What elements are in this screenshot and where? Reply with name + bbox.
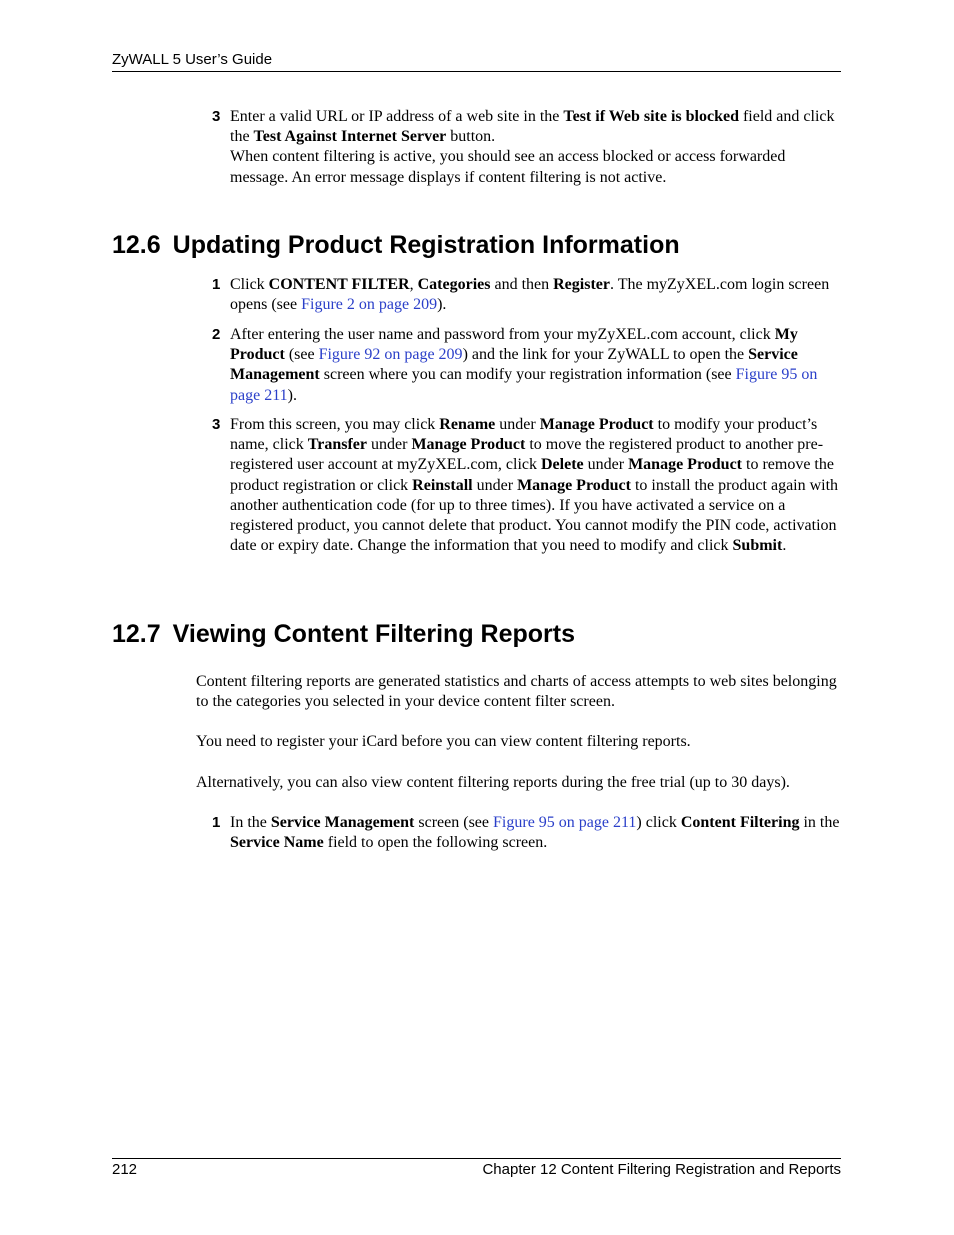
step-text: From this screen, you may click Rename under Manage Product to modify your product’s name, click Transfer under Manage Product to move the registered product to another pre-registered user account at myZyXEL.com, click Delete under Manage Product to remove the product registration or click Reinstall under Manage Product to install the product again with another authentication code (for up to three times). If you have activated a service on a registered product, you cannot delete that product. You cannot modify the PIN code, activation date or expiry date. Change the information that you need to modify and click Submit. [230,416,839,555]
section-number: 12.6 [112,231,161,259]
step-note: When content filtering is active, you should see an access blocked or access forwarded message. An error message displays if content filtering is not active. [230,148,786,186]
field-name: Test if Web site is blocked [563,108,739,125]
figure-link[interactable]: Figure 95 on page 211 [230,366,818,404]
section-12-7-step-1 [212,813,842,853]
chapter-title: Chapter 12 Content Filtering Registration and Reports [482,1161,841,1178]
step-number: 1 [212,276,221,293]
section-number: 12.7 [112,620,161,648]
step-text: In the Service Management screen (see Figure 95 on page 211) click Content Filtering in the Service Name field to open the following screen. [230,814,840,852]
button-name: Test Against Internet Server [253,128,447,146]
section-heading-12-6 [112,230,680,260]
step-number: 3 [212,416,221,433]
figure-link[interactable]: Figure 95 on page 211 [493,814,637,831]
section-title: Updating Product Registration Information [172,231,680,259]
step-text: Enter a valid URL or IP address of a web site in the Test if Web site is blocked field and click the Test Against Internet Server button. When content filtering is active, you should see an access blocked or access forwarded message. An error message displays if content filtering is not active. [230,108,835,186]
figure-link[interactable]: Figure 92 on page 209 [318,346,463,364]
step-text: After entering the user name and password from your myZyXEL.com account, click My Product (see Figure 92 on page 209) and the link for your ZyWALL to open the Service Management screen where you can modify your registration information (see Figure 95 on page 211). [230,326,818,404]
step-number: 3 [212,108,221,125]
figure-link[interactable]: Figure 2 on page 209 [301,296,438,314]
step-number: 2 [212,326,221,343]
paragraph-register-icard: You need to register your iCard before you can view content filtering reports. [196,733,691,750]
section-title: Viewing Content Filtering Reports [172,620,576,648]
step-number: 1 [212,814,221,831]
running-header-title: ZyWALL 5 User’s Guide [112,51,273,68]
section-12-6-step-1 [212,275,842,315]
section-heading-12-7 [112,619,575,649]
step-text: Click CONTENT FILTER, Categories and then Register. The myZyXEL.com login screen opens (see Figure 2 on page 209). [230,276,830,314]
section-12-6-step-3 [212,415,842,556]
paragraph-free-trial: Alternatively, you can also view content filtering reports during the free trial (up to 30 days). [196,774,790,791]
intro-step-3 [212,107,842,188]
footer-rule [112,1158,841,1159]
page-number: 212 [112,1161,138,1178]
paragraph-reports-intro: Content filtering reports are generated statistics and charts of access attempts to web sites belonging to the categories you selected in your device content filter screen. [196,673,837,711]
section-12-6-step-2 [212,325,842,406]
header-rule [112,71,841,72]
